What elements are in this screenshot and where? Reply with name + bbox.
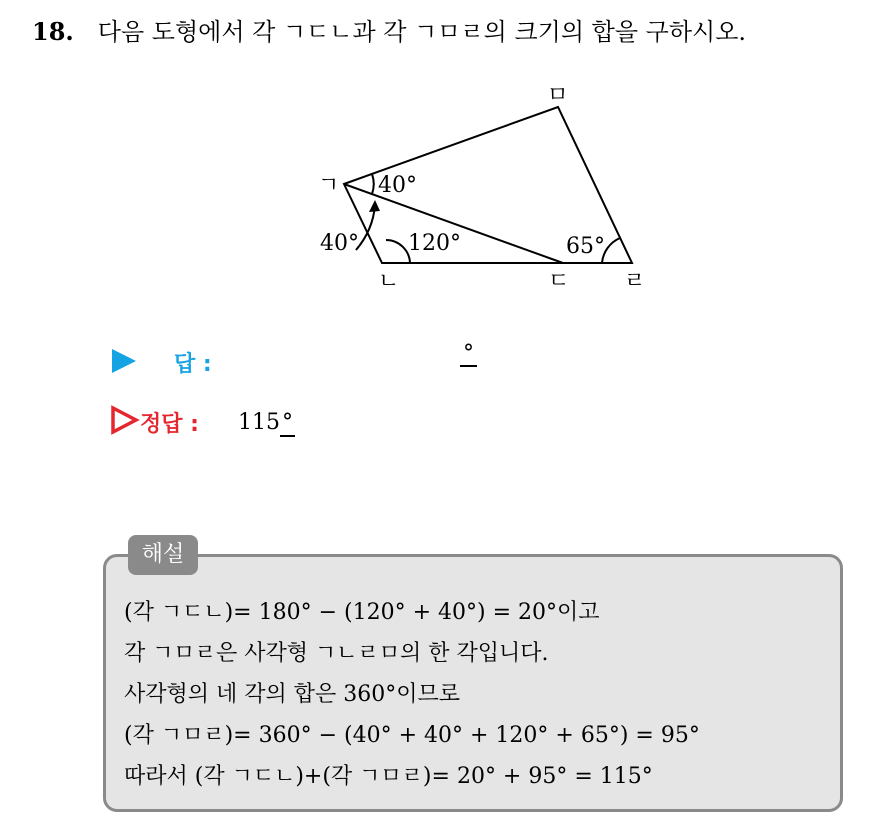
correct-answer-row <box>110 405 610 439</box>
correct-answer-number: 115 <box>238 410 280 435</box>
geometry-figure <box>300 70 660 300</box>
question-text: 다음 도형에서 각 ㄱㄷㄴ과 각 ㄱㅁㄹ의 크기의 합을 구하시오. <box>97 18 747 46</box>
explanation-line: 각 ㄱㅁㄹ은 사각형 ㄱㄴㄹㅁ의 한 각입니다. <box>124 641 549 666</box>
vertex-label-n: ㄴ <box>378 269 400 294</box>
vertex-label-r: ㄹ <box>624 269 646 294</box>
explanation-text <box>124 592 700 797</box>
explanation-tag: 해설 <box>128 535 198 575</box>
answer-label: 답 : <box>174 352 212 377</box>
angle-label-n: 120° <box>408 231 461 256</box>
correct-answer-label: 정답 : <box>140 412 199 437</box>
angle-label-r: 65° <box>566 234 605 259</box>
arrow-head <box>369 200 380 212</box>
explanation-line: 사각형의 네 각의 합은 360°이므로 <box>124 682 460 707</box>
outline-triangle-icon <box>110 405 140 435</box>
explanation-line: 따라서 (각 ㄱㄷㄴ)+(각 ㄱㅁㄹ)= 20° + 95° = 115° <box>124 764 653 789</box>
answer-blank[interactable]: ° <box>460 343 477 367</box>
question <box>32 12 746 47</box>
explanation-line: (각 ㄱㅁㄹ)= 360° − (40° + 40° + 120° + 65°) = 95° <box>124 723 700 748</box>
vertex-label-d: ㄷ <box>548 269 570 294</box>
explanation-line: (각 ㄱㄷㄴ)= 180° − (120° + 40°) = 20°이고 <box>124 600 600 625</box>
question-number: 18. <box>32 17 74 46</box>
angle-label-g-left: 40° <box>320 231 359 256</box>
angle-arc-g-top <box>372 174 374 194</box>
answer-row <box>110 341 610 377</box>
angle-label-g-top: 40° <box>378 173 417 198</box>
play-triangle-icon <box>110 347 138 375</box>
angle-arc-n <box>386 240 410 263</box>
correct-answer-unit: ° <box>282 410 293 435</box>
vertex-label-m: ㅁ <box>547 83 569 108</box>
correct-answer-value <box>238 410 295 435</box>
vertex-label-g: ㄱ <box>318 173 340 198</box>
